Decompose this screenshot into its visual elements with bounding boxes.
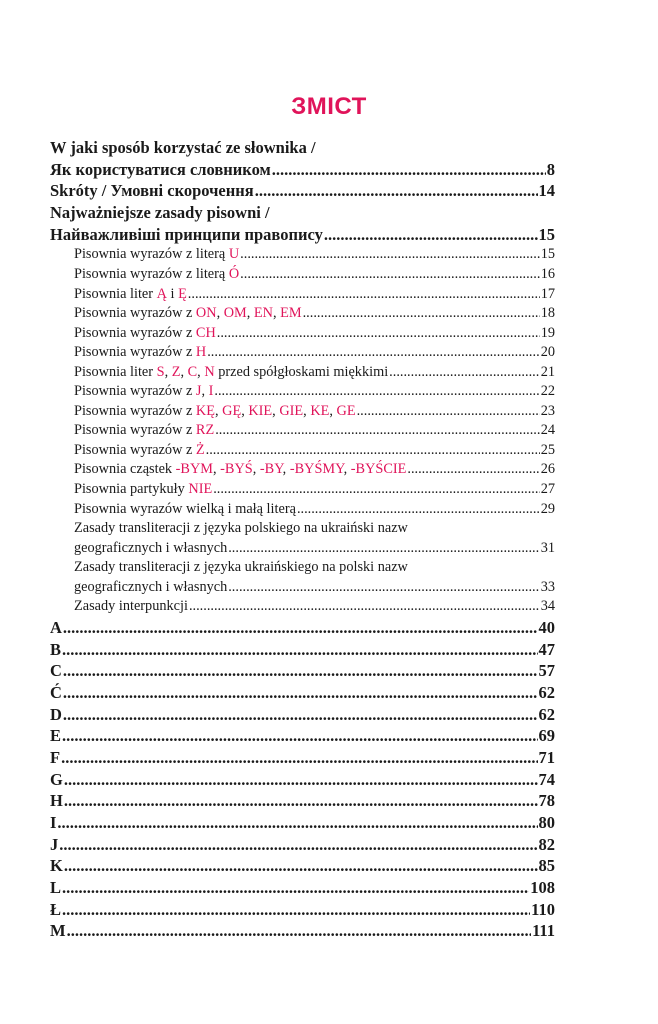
entry-text-part: Pisownia wyrazów z	[74, 422, 196, 439]
toc-subentry[interactable]	[50, 402, 555, 422]
entry-text-part: ,	[282, 461, 290, 478]
highlighted-letters: GĘ	[222, 402, 242, 419]
page-number: 26	[540, 461, 555, 478]
toc-entry-text: Ł	[50, 899, 62, 919]
entry-text-part: ,	[201, 383, 209, 400]
entry-text-part: ,	[343, 461, 351, 478]
page-number: 62	[538, 682, 555, 702]
dot-leader	[297, 500, 540, 520]
toc-subentry[interactable]	[50, 265, 555, 285]
entry-text-part: i	[166, 285, 179, 302]
entry-text-part: ,	[164, 363, 172, 380]
toc-entry-text: Ć	[50, 682, 62, 702]
entry-text-part: Pisownia wyrazów z literą	[74, 265, 229, 282]
dot-leader	[217, 324, 540, 344]
dot-leader	[63, 660, 538, 682]
page-number: 111	[532, 921, 555, 941]
toc-entry[interactable]	[50, 639, 555, 661]
highlighted-letters: -BY	[259, 461, 283, 478]
dot-leader	[215, 421, 540, 441]
entry-text-part: ,	[329, 402, 337, 419]
toc-entry-text	[74, 460, 406, 480]
dot-leader	[189, 597, 540, 617]
toc-entry-text: Як користуватися словником	[50, 159, 271, 179]
entry-text-part: Pisownia wyrazów wielką i małą literą	[74, 500, 296, 517]
entry-text-part: geograficznych i własnych	[74, 578, 228, 595]
highlighted-letters: -BYŚCIE	[350, 461, 407, 478]
page-number: 27	[540, 481, 555, 497]
page-number: 62	[538, 704, 555, 724]
highlighted-letters: Ó	[228, 265, 240, 282]
toc-subentry[interactable]	[50, 245, 555, 265]
toc-entry[interactable]	[50, 660, 555, 682]
page-number: 78	[538, 791, 555, 811]
toc-entry-text: C	[50, 661, 62, 681]
dot-leader	[63, 682, 538, 704]
toc-subentry[interactable]	[50, 324, 555, 344]
entry-text-part: ,	[197, 363, 205, 380]
toc-subentry[interactable]	[50, 519, 555, 539]
dot-leader	[64, 769, 538, 791]
dot-leader	[64, 790, 538, 812]
highlighted-letters: NIE	[188, 481, 213, 497]
toc-entry-text: A	[50, 617, 62, 637]
toc-entry-text: B	[50, 639, 62, 659]
toc-entry[interactable]	[50, 855, 555, 877]
dot-leader	[207, 343, 539, 363]
toc-entry-text: I	[50, 813, 57, 833]
page-number: 40	[538, 617, 555, 637]
highlighted-letters: GE	[336, 402, 356, 419]
entry-text-part: Zasady transliteracji z języka polskiego na ukraiński nazw	[74, 520, 408, 537]
page-number: 74	[538, 769, 555, 789]
toc-entry-text	[74, 519, 408, 539]
entry-text-part: Pisownia wyrazów z	[74, 441, 196, 458]
entry-text-part: ,	[272, 402, 280, 419]
toc-entry[interactable]	[50, 812, 555, 834]
page-number: 57	[538, 661, 555, 681]
page-number: 15	[540, 246, 555, 263]
entry-text-part: Pisownia wyrazów z	[74, 324, 196, 341]
dot-leader	[57, 812, 537, 834]
dot-leader	[389, 363, 540, 383]
page-number: 29	[540, 500, 555, 517]
toc-entry-text: D	[50, 704, 62, 724]
toc-subentry[interactable]	[50, 539, 555, 559]
page-number: 15	[538, 224, 555, 244]
toc-entry-text	[74, 597, 188, 617]
dot-leader	[255, 180, 538, 202]
dot-leader	[61, 747, 537, 769]
toc-entry-text: F	[50, 747, 61, 767]
dot-leader	[63, 617, 538, 639]
highlighted-letters: ON	[195, 305, 217, 322]
page-number: 71	[538, 747, 555, 767]
toc-subentry[interactable]	[50, 343, 555, 363]
toc-entry[interactable]	[50, 202, 555, 224]
toc-subentry[interactable]	[50, 500, 555, 520]
dot-leader	[67, 920, 531, 942]
highlighted-letters: KIE	[248, 402, 273, 419]
dot-leader	[214, 382, 539, 402]
entry-text-part: Pisownia liter	[74, 363, 157, 380]
entry-text-part: geograficznych i własnych	[74, 539, 228, 556]
page-number: 25	[540, 441, 555, 458]
toc-subentry[interactable]	[50, 304, 555, 324]
toc-entry[interactable]	[50, 704, 555, 726]
dot-leader	[213, 480, 540, 500]
page-number: 34	[540, 598, 555, 615]
highlighted-letters: CH	[195, 324, 216, 341]
page-number: 82	[538, 834, 555, 854]
page-number: 22	[540, 383, 555, 400]
dot-leader	[407, 460, 539, 480]
highlighted-letters: C	[187, 363, 198, 380]
page-title: ЗМІСТ	[291, 93, 367, 120]
page-number: 69	[538, 726, 555, 746]
dot-leader	[62, 899, 530, 921]
entry-text-part: ,	[303, 402, 311, 419]
entry-text-part: Pisownia liter	[74, 285, 157, 302]
page-number: 23	[540, 402, 555, 419]
page-number: 8	[546, 159, 555, 179]
toc-subentry[interactable]	[50, 421, 555, 441]
dot-leader	[228, 539, 539, 559]
dot-leader	[62, 725, 537, 747]
dot-leader	[64, 855, 538, 877]
toc-subentry[interactable]	[50, 578, 555, 598]
toc-entry-text: L	[50, 878, 62, 898]
entry-text-part: Pisownia wyrazów z	[74, 383, 196, 400]
toc-entry-text	[74, 402, 356, 422]
toc-entry[interactable]	[50, 682, 555, 704]
toc-entry-text	[74, 539, 227, 559]
entry-text-part: ,	[214, 402, 223, 419]
dot-leader	[272, 159, 546, 181]
highlighted-letters: N	[204, 363, 215, 380]
toc-entry[interactable]	[50, 159, 555, 181]
highlighted-letters: -BYŚ	[220, 461, 253, 478]
page-number: 14	[538, 181, 555, 201]
entry-text-part: przed spółgłoskami miękkimi	[214, 363, 389, 380]
toc-entry-text	[74, 343, 206, 363]
toc-subentry[interactable]	[50, 480, 555, 500]
entry-text-part: ,	[272, 305, 281, 322]
toc-entry[interactable]	[50, 920, 555, 942]
toc-entry-text	[74, 363, 388, 383]
toc-entry[interactable]	[50, 790, 555, 812]
dot-leader	[240, 265, 540, 285]
dot-leader	[206, 441, 540, 461]
highlighted-letters: -BYŚMY	[289, 461, 344, 478]
page-number: 80	[538, 813, 555, 833]
page-number: 20	[540, 344, 555, 361]
highlighted-letters: GIE	[279, 402, 304, 419]
dot-leader	[240, 245, 540, 265]
highlighted-letters: U	[228, 246, 240, 263]
toc-entry-text	[74, 324, 216, 344]
toc-entry-text: M	[50, 921, 66, 941]
entry-text-part: Pisownia wyrazów z	[74, 402, 196, 419]
toc-entry-text	[74, 441, 205, 461]
entry-text-part: Pisownia wyrazów z	[74, 344, 196, 361]
highlighted-letters: KE	[310, 402, 330, 419]
entry-text-part: Zasady interpunkcji	[74, 598, 188, 615]
toc-subentry[interactable]	[50, 285, 555, 305]
dot-leader	[62, 639, 537, 661]
dot-leader	[188, 285, 540, 305]
toc-entry[interactable]	[50, 877, 555, 899]
toc-entry-text	[74, 480, 212, 500]
toc-entry[interactable]	[50, 224, 555, 246]
entry-text-part: ,	[246, 305, 254, 322]
entry-text-part: ,	[213, 461, 221, 478]
highlighted-letters: Ż	[195, 441, 205, 458]
toc-entry-text	[74, 304, 302, 324]
dot-leader	[357, 402, 540, 422]
entry-text-part: Pisownia cząstek	[74, 461, 176, 478]
highlighted-letters: Ą	[156, 285, 167, 302]
toc-entry[interactable]	[50, 769, 555, 791]
highlighted-letters: OM	[223, 305, 247, 322]
toc-entry-text: J	[50, 834, 59, 854]
entry-text-part: ,	[180, 363, 188, 380]
page-number: 24	[540, 422, 555, 439]
table-of-contents	[50, 137, 555, 942]
toc-entry[interactable]	[50, 834, 555, 856]
toc-entry-text: E	[50, 726, 62, 746]
toc-entry-text	[74, 285, 187, 305]
toc-subentry[interactable]	[50, 597, 555, 617]
toc-subentry[interactable]	[50, 382, 555, 402]
entry-text-part: ,	[252, 461, 260, 478]
page-number: 85	[538, 856, 555, 876]
toc-subentry[interactable]	[50, 441, 555, 461]
page-number: 19	[540, 324, 555, 341]
dot-leader	[59, 834, 537, 856]
dot-leader	[303, 304, 540, 324]
page-number: 17	[540, 285, 555, 302]
toc-entry-text: H	[50, 791, 63, 811]
entry-text-part: ,	[241, 402, 249, 419]
highlighted-letters: I	[208, 383, 214, 400]
toc-entry-text: W jaki sposób korzystać ze słownika /	[50, 138, 316, 157]
toc-entry[interactable]	[50, 617, 555, 639]
toc-entry-text: Najważniejsze zasady pisowni /	[50, 203, 270, 223]
highlighted-letters: EN	[253, 305, 273, 322]
dot-leader	[62, 877, 529, 899]
entry-text-part: Pisownia partykuły	[74, 481, 189, 497]
highlighted-letters: S	[156, 363, 165, 380]
toc-entry-text	[74, 578, 227, 598]
toc-entry-text	[74, 245, 239, 265]
highlighted-letters: EM	[280, 305, 302, 322]
toc-entry-text: Skróty / Умовні скорочення	[50, 181, 254, 201]
dot-leader	[228, 578, 539, 598]
toc-entry-text: G	[50, 769, 63, 789]
page-number: 47	[538, 639, 555, 659]
highlighted-letters: Z	[171, 363, 181, 380]
highlighted-letters: J	[195, 383, 202, 400]
toc-subentry[interactable]	[50, 460, 555, 480]
dot-leader	[63, 704, 538, 726]
highlighted-letters: -BYM	[175, 461, 213, 478]
toc-entry-text	[74, 421, 214, 441]
entry-text-part: Pisownia wyrazów z	[74, 305, 196, 322]
toc-entry-text: K	[50, 856, 63, 876]
toc-entry[interactable]	[50, 725, 555, 747]
highlighted-letters: RZ	[195, 422, 215, 439]
page-number: 21	[540, 363, 555, 380]
page-number: 108	[530, 878, 555, 898]
page-number: 110	[531, 899, 555, 919]
dot-leader	[324, 224, 538, 246]
toc-subentry[interactable]	[50, 363, 555, 383]
toc-entry[interactable]	[50, 137, 555, 159]
highlighted-letters: H	[195, 344, 207, 361]
highlighted-letters: Ę	[178, 285, 187, 302]
highlighted-letters: KĘ	[195, 402, 215, 419]
toc-entry-text	[74, 558, 408, 578]
toc-entry-text	[74, 382, 213, 402]
toc-entry[interactable]	[50, 747, 555, 769]
toc-entry-text	[74, 500, 296, 520]
page-number: 16	[540, 265, 555, 282]
toc-entry-text	[74, 265, 239, 285]
page-number: 33	[540, 578, 555, 595]
toc-entry[interactable]	[50, 180, 555, 202]
toc-entry-text: Найважливіші принципи правопису	[50, 224, 323, 244]
entry-text-part: Pisownia wyrazów z literą	[74, 246, 229, 263]
page-number: 18	[540, 305, 555, 322]
toc-entry[interactable]	[50, 899, 555, 921]
page-number: 31	[540, 539, 555, 556]
entry-text-part: ,	[216, 305, 224, 322]
entry-text-part: Zasady transliteracji z języka ukraińskiego na polski nazw	[74, 559, 408, 576]
toc-subentry[interactable]	[50, 558, 555, 578]
